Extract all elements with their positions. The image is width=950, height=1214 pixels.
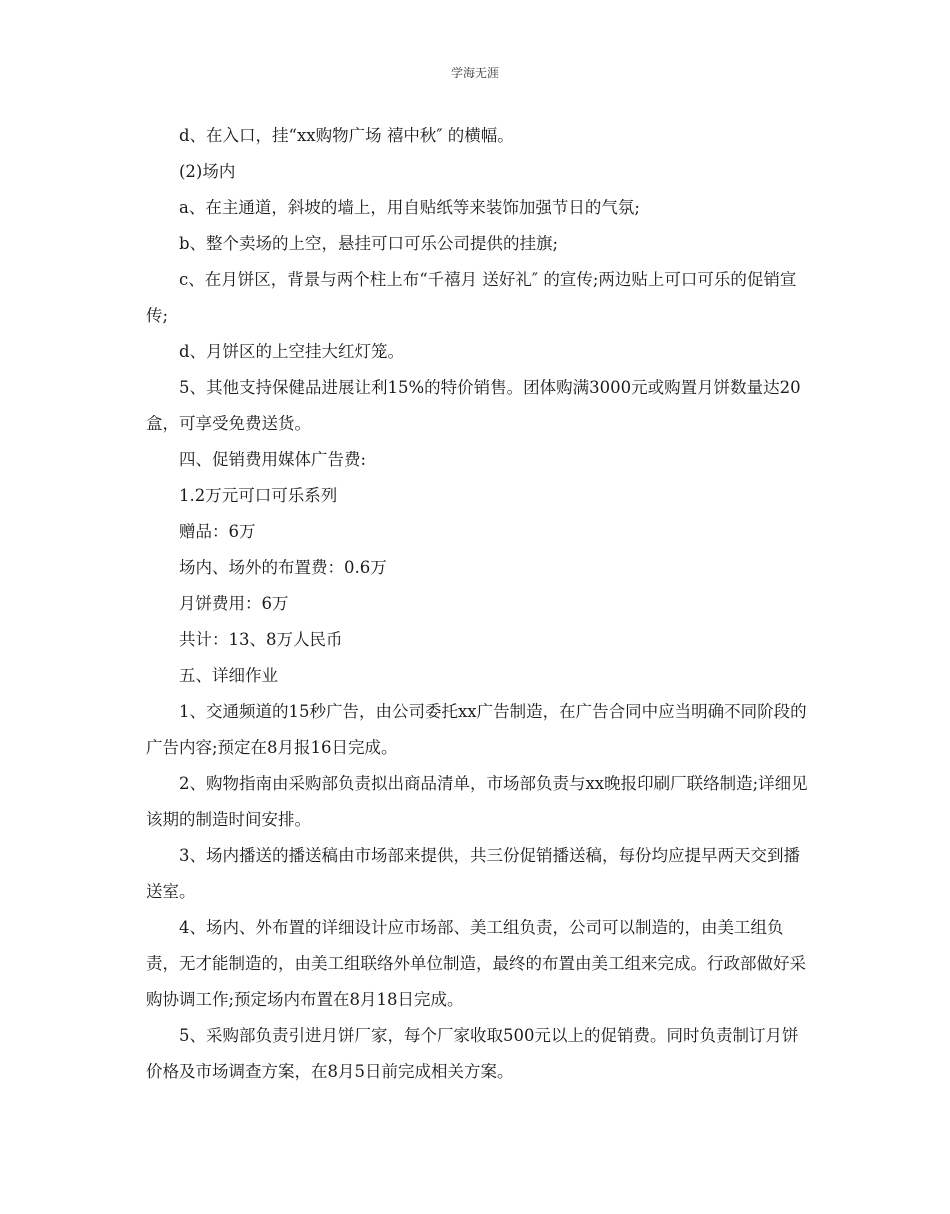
page-header: 学海无涯 [450, 66, 499, 80]
paragraph: 月饼费用：6万 [179, 594, 289, 613]
section-heading: 四、促销费用媒体广告费: [179, 450, 367, 469]
paragraph: (2)场内 [179, 162, 236, 181]
paragraph: d、月饼区的上空挂大红灯笼。 [179, 342, 405, 361]
paragraph: 场内、场外的布置费：0.6万 [179, 558, 387, 577]
paragraph: 3、场内播送的播送稿由市场部来提供，共三份促销播送稿，每份均应提早两天交到播送室。 [146, 846, 800, 901]
paragraph: 共计：13、8万人民币 [179, 630, 343, 649]
paragraph: a、在主通道，斜坡的墙上，用自贴纸等来装饰加强节日的气氛; [179, 198, 640, 217]
paragraph: b、整个卖场的上空，悬挂可口可乐公司提供的挂旗; [179, 234, 559, 253]
paragraph: 赠品：6万 [179, 522, 256, 541]
paragraph: 5、采购部负责引进月饼厂家，每个厂家收取500元以上的促销费。同时负责制订月饼价格及市场调查方案，在8月5日前完成相关方案。 [146, 1026, 799, 1081]
paragraph: 4、场内、外布置的详细设计应市场部、美工组负责，公司可以制造的，由美工组负责，无才能制造的，由美工组联络外单位制造，最终的布置由美工组来完成。行政部做好采购协调工作;预定场内布置在8月18日完成。 [146, 918, 806, 1009]
document-body [146, 118, 810, 1090]
paragraph: 2、购物指南由采购部负责拟出商品清单，市场部负责与xx晚报印刷厂联络制造;详细见该期的制造时间安排。 [146, 774, 808, 829]
paragraph: c、在月饼区，背景与两个柱上布“千禧月 送好礼″ 的宣传;两边贴上可口可乐的促销宣传; [146, 270, 797, 325]
paragraph: 5、其他支持保健品进展让利15%的特价销售。团体购满3000元或购置月饼数量达20盒，可享受免费送货。 [146, 378, 801, 433]
paragraph: 1、交通频道的15秒广告，由公司委托xx广告制造，在广告合同中应当明确不同阶段的广告内容;预定在8月报16日完成。 [146, 702, 807, 757]
paragraph: d、在入口，挂“xx购物广场 禧中秋″ 的横幅。 [179, 126, 514, 145]
section-heading: 五、详细作业 [179, 666, 278, 685]
paragraph: 1.2万元可口可乐系列 [179, 486, 338, 505]
